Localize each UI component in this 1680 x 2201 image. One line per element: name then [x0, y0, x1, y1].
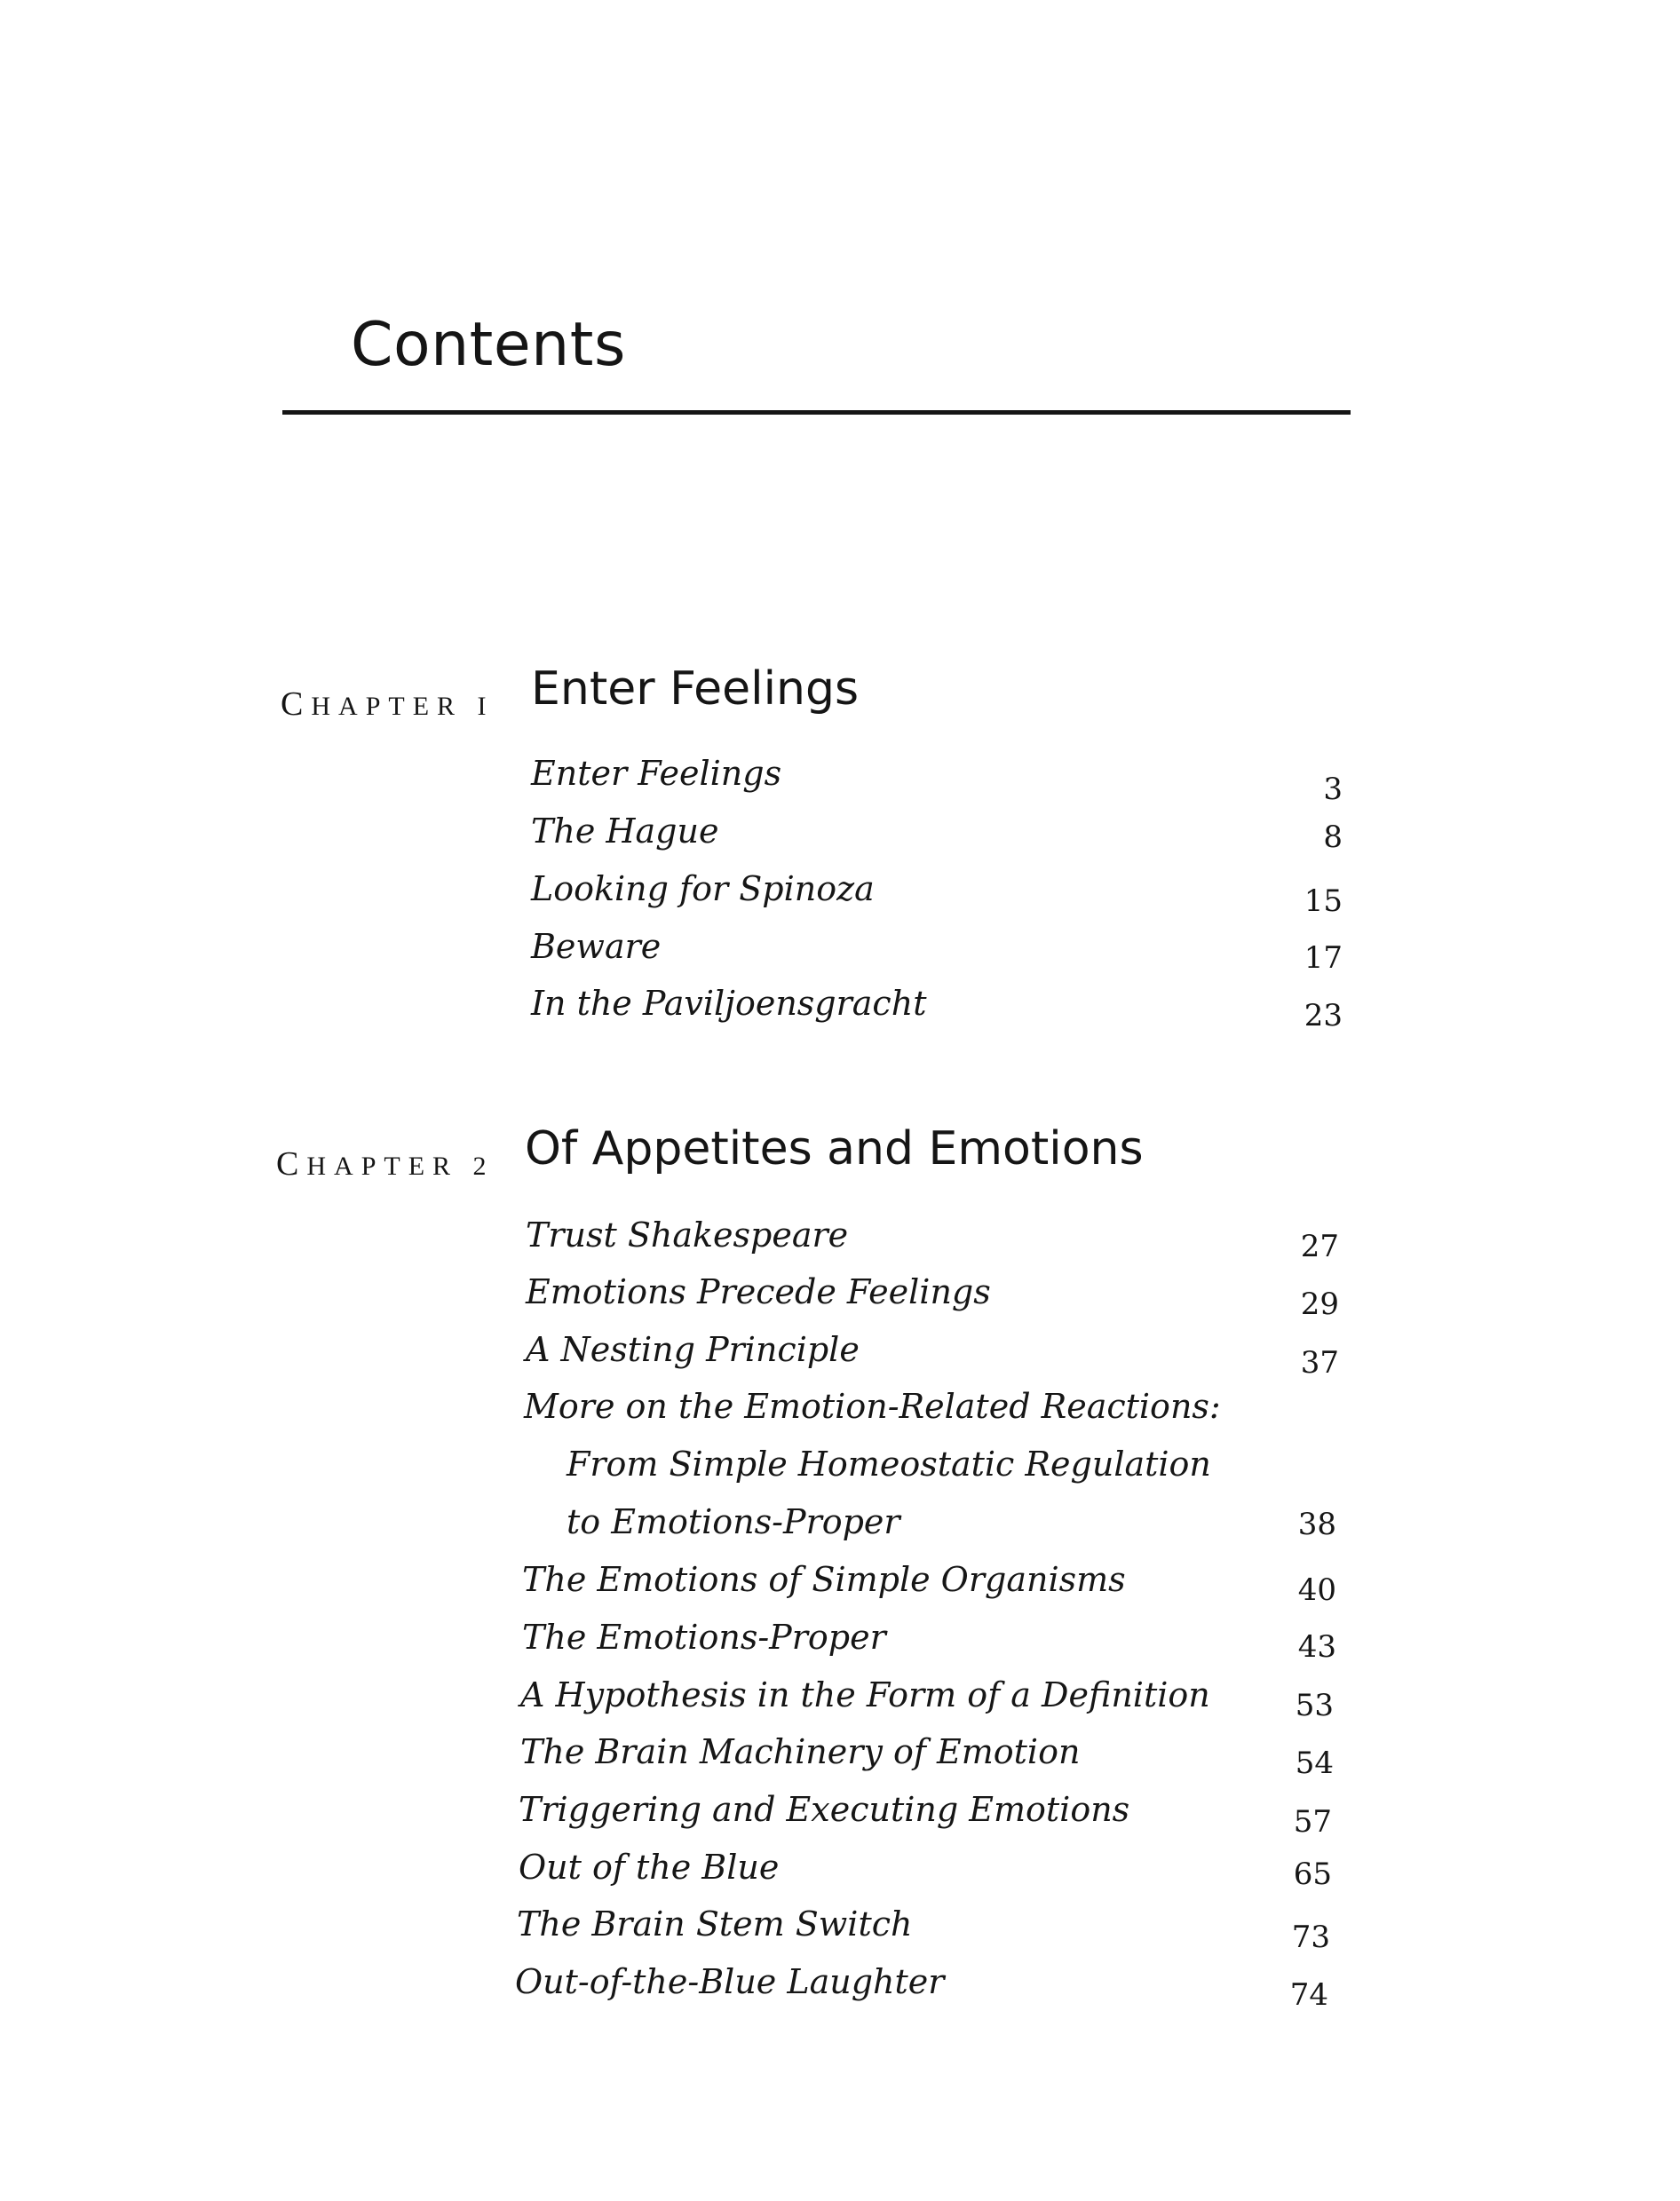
toc-entry[interactable]: More on the Emotion-Related Reactions:: [524, 1387, 1221, 1426]
page-number: 38: [1297, 1507, 1336, 1542]
toc-entry-continuation[interactable]: From Simple Homeostatic Regulation: [567, 1445, 1211, 1484]
chapter-label-word: HAPTER: [306, 1152, 459, 1181]
toc-entry[interactable]: Trust Shakespeare: [526, 1215, 849, 1255]
page-number: 65: [1293, 1857, 1332, 1892]
toc-entry[interactable]: Beware: [531, 927, 662, 966]
page-number: 3: [1323, 772, 1343, 807]
page-number: 8: [1323, 819, 1343, 855]
page-number: 43: [1297, 1629, 1336, 1665]
toc-entry[interactable]: The Hague: [531, 812, 719, 851]
toc-entry[interactable]: In the Paviljoensgracht: [531, 984, 927, 1023]
page-number: 74: [1289, 1977, 1328, 2013]
toc-entry[interactable]: Out of the Blue: [519, 1848, 780, 1887]
page-number: 73: [1291, 1920, 1330, 1955]
toc-entry[interactable]: Looking for Spinoza: [531, 869, 875, 908]
page-number: 23: [1304, 998, 1343, 1033]
toc-entry[interactable]: A Hypothesis in the Form of a Definition: [520, 1675, 1210, 1714]
chapter-label-cap: C: [276, 1145, 307, 1183]
chapter-label-cap: C: [281, 685, 312, 723]
chapter-label-word: HAPTER: [311, 692, 464, 721]
page-number: 40: [1297, 1572, 1336, 1608]
toc-entry-continuation[interactable]: to Emotions-Proper: [567, 1502, 900, 1541]
chapter-number: I: [477, 692, 495, 721]
toc-entry[interactable]: The Brain Machinery of Emotion: [520, 1732, 1081, 1771]
page-number: 29: [1300, 1287, 1339, 1322]
toc-entry[interactable]: Emotions Precede Feelings: [526, 1272, 991, 1311]
page-number: 27: [1300, 1229, 1339, 1264]
chapter-title: Enter Feelings: [531, 662, 860, 716]
toc-entry[interactable]: The Emotions of Simple Organisms: [522, 1560, 1126, 1599]
chapter-title: Of Appetites and Emotions: [525, 1122, 1144, 1176]
title-rule: [282, 410, 1351, 415]
page-number: 15: [1304, 883, 1343, 919]
toc-entry[interactable]: A Nesting Principle: [526, 1330, 860, 1369]
page-title: Contents: [351, 310, 626, 380]
page-number: 53: [1295, 1688, 1334, 1723]
page-number: 17: [1304, 940, 1343, 976]
chapter-label: [276, 1144, 495, 1184]
chapter-label: [281, 685, 495, 724]
toc-entry[interactable]: The Emotions-Proper: [522, 1618, 886, 1657]
toc-entry[interactable]: Enter Feelings: [531, 754, 782, 793]
chapter-number: 2: [472, 1152, 495, 1181]
toc-entry[interactable]: Triggering and Executing Emotions: [519, 1790, 1130, 1829]
page-number: 57: [1293, 1804, 1332, 1840]
toc-entry[interactable]: The Brain Stem Switch: [517, 1904, 913, 1944]
page-number: 54: [1295, 1746, 1334, 1781]
toc-entry[interactable]: Out-of-the-Blue Laughter: [515, 1962, 945, 2001]
page-number: 37: [1300, 1345, 1339, 1381]
